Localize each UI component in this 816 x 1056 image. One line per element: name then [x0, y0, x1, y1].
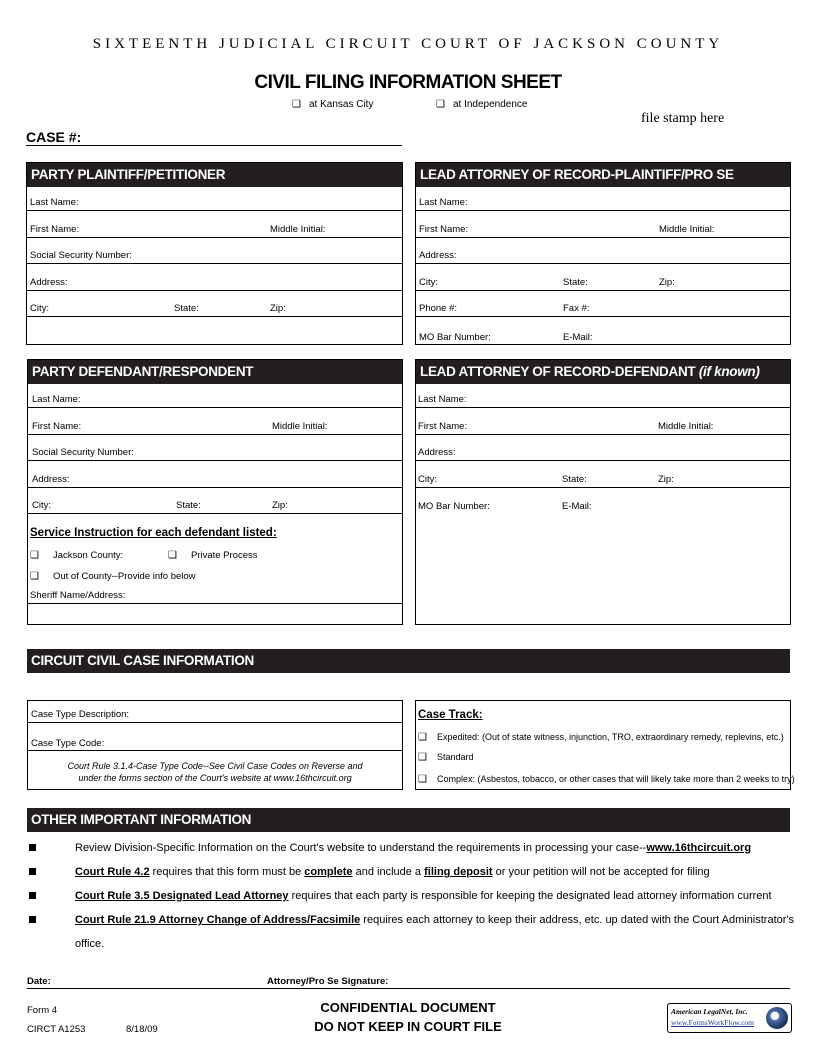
email-label: E-Mail: [563, 332, 593, 343]
defendant-title: PARTY DEFENDANT/RESPONDENT [28, 360, 402, 384]
track-complex[interactable] [418, 774, 795, 785]
email-label: E-Mail: [562, 501, 592, 512]
filing-deposit-label: filing deposit [424, 866, 493, 878]
service-private-process[interactable] [168, 550, 258, 561]
plaintiff-address-field[interactable] [27, 264, 402, 291]
bullet-icon [29, 868, 36, 875]
other-info-title: OTHER IMPORTANT INFORMATION [27, 808, 790, 832]
sheriff-label: Sheriff Name/Address: [30, 590, 126, 601]
case-type-code-line[interactable] [27, 750, 403, 751]
court-name: SIXTEENTH JUDICIAL CIRCUIT COURT OF JACKSON COUNTY [92, 36, 724, 52]
checkbox-icon: ❑ [292, 99, 301, 110]
attorney-defendant-panel [415, 359, 791, 625]
checkbox-icon: ❑ [30, 550, 39, 561]
signature-label: Attorney/Pro Se Signature: [267, 976, 389, 987]
defendant-last-name-field[interactable] [28, 384, 402, 408]
case-number-field[interactable] [26, 145, 402, 146]
city-label: City: [30, 303, 49, 314]
plaintiff-last-name-field[interactable] [27, 187, 402, 211]
attorney-plaintiff-title: LEAD ATTORNEY OF RECORD-PLAINTIFF/PRO SE [416, 163, 790, 187]
first-name-label: First Name: [32, 421, 82, 432]
bullet-icon [29, 892, 36, 899]
checkbox-icon: ❑ [418, 732, 427, 743]
ssn-label: Social Security Number: [32, 447, 134, 458]
private-process-label: Private Process [190, 550, 258, 561]
fax-label: Fax #: [563, 303, 590, 314]
file-stamp-label: file stamp here [641, 111, 725, 126]
plaintiff-city-field[interactable] [27, 291, 402, 317]
complex-label: Complex: (Asbestos, tobacco, or other cases that will likely take more than 2 weeks to try) [436, 774, 795, 784]
checkbox-icon: ❑ [418, 752, 427, 763]
attorney-plaintiff-city-field[interactable] [416, 264, 790, 291]
address-label: Address: [32, 474, 70, 485]
logo-website[interactable]: www.FormsWorkFlow.com [671, 1018, 755, 1027]
case-type-note-line2: under the forms section of the Court's website at www.16thcircuit.org [78, 773, 352, 783]
location-ind-label: at Independence [452, 99, 528, 110]
track-standard[interactable] [418, 752, 474, 763]
bar-number-label: MO Bar Number: [419, 332, 491, 343]
state-label: State: [174, 303, 199, 314]
address-label: Address: [419, 250, 457, 261]
case-type-code-label: Case Type Code: [31, 738, 105, 749]
standard-label: Standard [436, 752, 474, 762]
zip-label: Zip: [272, 500, 288, 511]
last-name-label: Last Name: [30, 197, 79, 208]
form-title: CIVIL FILING INFORMATION SHEET [254, 72, 562, 93]
plaintiff-panel [26, 162, 403, 345]
date-label: Date: [27, 976, 51, 987]
first-name-label: First Name: [30, 224, 80, 235]
case-track-title: Case Track: [418, 709, 483, 721]
case-type-note [28, 760, 402, 784]
attorney-defendant-title-text: LEAD ATTORNEY OF RECORD-DEFENDANT [420, 364, 696, 379]
first-name-label: First Name: [418, 421, 468, 432]
form-number: Form 4 [27, 1005, 58, 1016]
rule-4-2-text: requires that this form must be [149, 866, 305, 878]
middle-initial-label: Middle Initial: [658, 421, 714, 432]
service-out-of-county[interactable] [30, 571, 196, 582]
middle-initial-label: Middle Initial: [270, 224, 326, 235]
defendant-first-name-field[interactable] [28, 408, 402, 435]
expedited-label: Expedited: (Out of state witness, injunction, TRO, extraordinary remedy, replevins, etc.) [436, 732, 784, 742]
do-not-keep-label: DO NOT KEEP IN COURT FILE [314, 1019, 502, 1034]
middle-initial-label: Middle Initial: [659, 224, 715, 235]
attorney-defendant-city-field[interactable] [416, 461, 790, 488]
attorney-defendant-title [416, 360, 790, 384]
signature-line[interactable] [27, 988, 790, 989]
case-number-label: CASE #: [26, 129, 82, 145]
last-name-label: Last Name: [419, 197, 468, 208]
phone-label: Phone #: [419, 303, 458, 314]
last-name-label: Last Name: [418, 394, 467, 405]
complete-label: complete [304, 866, 353, 878]
case-info-title: CIRCUIT CIVIL CASE INFORMATION [27, 649, 790, 673]
ssn-label: Social Security Number: [30, 250, 132, 261]
case-type-note-line1: Court Rule 3.1.4-Case Type Code--See Civil Case Codes on Reverse and [67, 761, 363, 771]
service-jackson-county[interactable] [30, 550, 123, 561]
rule-4-2-text3: or your petition will not be accepted for filing [492, 866, 710, 878]
info-division-text: Review Division-Specific Information on the Court's website to understand the requirements in processing your case-- [75, 842, 647, 854]
first-name-label: First Name: [419, 224, 469, 235]
checkbox-icon: ❑ [168, 550, 177, 561]
attorney-plaintiff-last-name-field[interactable] [416, 187, 790, 211]
state-label: State: [176, 500, 201, 511]
case-track-panel [415, 700, 795, 790]
defendant-ssn-field[interactable] [28, 435, 402, 461]
defendant-panel [27, 359, 403, 625]
middle-initial-label: Middle Initial: [272, 421, 328, 432]
track-expedited[interactable] [418, 732, 784, 743]
rule-21-9-continuation: office. [75, 938, 105, 950]
confidential-label: CONFIDENTIAL DOCUMENT [320, 1000, 496, 1015]
city-label: City: [32, 500, 51, 511]
checkbox-icon: ❑ [418, 774, 427, 785]
zip-label: Zip: [270, 303, 286, 314]
service-instruction-title: Service Instruction for each defendant listed: [30, 527, 277, 539]
location-independence[interactable] [436, 99, 527, 110]
rule-4-2-text2: and include a [352, 866, 425, 878]
attorney-plaintiff-phone-field[interactable] [416, 291, 790, 317]
plaintiff-ssn-field[interactable] [27, 238, 402, 264]
city-label: City: [419, 277, 438, 288]
form-date: 8/18/09 [126, 1024, 158, 1035]
rule-21-9-label: Court Rule 21.9 Attorney Change of Address/Facsimile [75, 914, 361, 926]
globe-icon [766, 1007, 788, 1029]
checkbox-icon: ❑ [436, 99, 445, 110]
if-known-label: (if known) [698, 364, 760, 379]
city-label: City: [418, 474, 437, 485]
bullet-icon [29, 916, 36, 923]
state-label: State: [563, 277, 588, 288]
rule-3-5-text: requires that each party is responsible for keeping the designated lead attorney information current [288, 890, 772, 902]
address-label: Address: [418, 447, 456, 458]
defendant-city-field[interactable] [28, 488, 402, 514]
plaintiff-first-name-field[interactable] [27, 211, 402, 238]
last-name-label: Last Name: [32, 394, 81, 405]
attorney-defendant-address-field[interactable] [416, 435, 790, 461]
rule-4-2-label: Court Rule 4.2 [75, 866, 150, 878]
zip-label: Zip: [659, 277, 675, 288]
plaintiff-title: PARTY PLAINTIFF/PETITIONER [27, 163, 402, 187]
attorney-plaintiff-panel [415, 162, 791, 345]
american-legalnet-logo [667, 1003, 792, 1033]
bullet-icon [29, 844, 36, 851]
jackson-county-label: Jackson County: [52, 550, 124, 561]
bar-number-label: MO Bar Number: [418, 501, 490, 512]
zip-label: Zip: [658, 474, 674, 485]
state-label: State: [562, 474, 587, 485]
attorney-defendant-first-name-field[interactable] [416, 408, 790, 435]
case-type-panel [27, 700, 403, 790]
checkbox-icon: ❑ [30, 571, 39, 582]
attorney-plaintiff-first-name-field[interactable] [416, 211, 790, 238]
website-link[interactable]: www.16thcircuit.org [646, 842, 752, 854]
location-kansas-city[interactable] [292, 99, 373, 110]
defendant-address-field[interactable] [28, 461, 402, 488]
rule-3-5-label: Court Rule 3.5 Designated Lead Attorney [75, 890, 289, 902]
circt-code: CIRCT A1253 [27, 1024, 86, 1035]
location-kc-label: at Kansas City [308, 99, 374, 110]
rule-21-9-text: requires each attorney to keep their address, etc. up dated with the Court Administrator's [360, 914, 795, 926]
out-of-county-label: Out of County--Provide info below [52, 571, 196, 582]
logo-company: American LegalNet, Inc. [671, 1007, 748, 1016]
case-type-description-label: Case Type Description: [31, 709, 130, 720]
case-type-description-field[interactable] [28, 701, 402, 723]
attorney-defendant-last-name-field[interactable] [416, 384, 790, 408]
sheriff-address-field[interactable] [28, 584, 402, 604]
attorney-plaintiff-address-field[interactable] [416, 238, 790, 264]
address-label: Address: [30, 277, 68, 288]
